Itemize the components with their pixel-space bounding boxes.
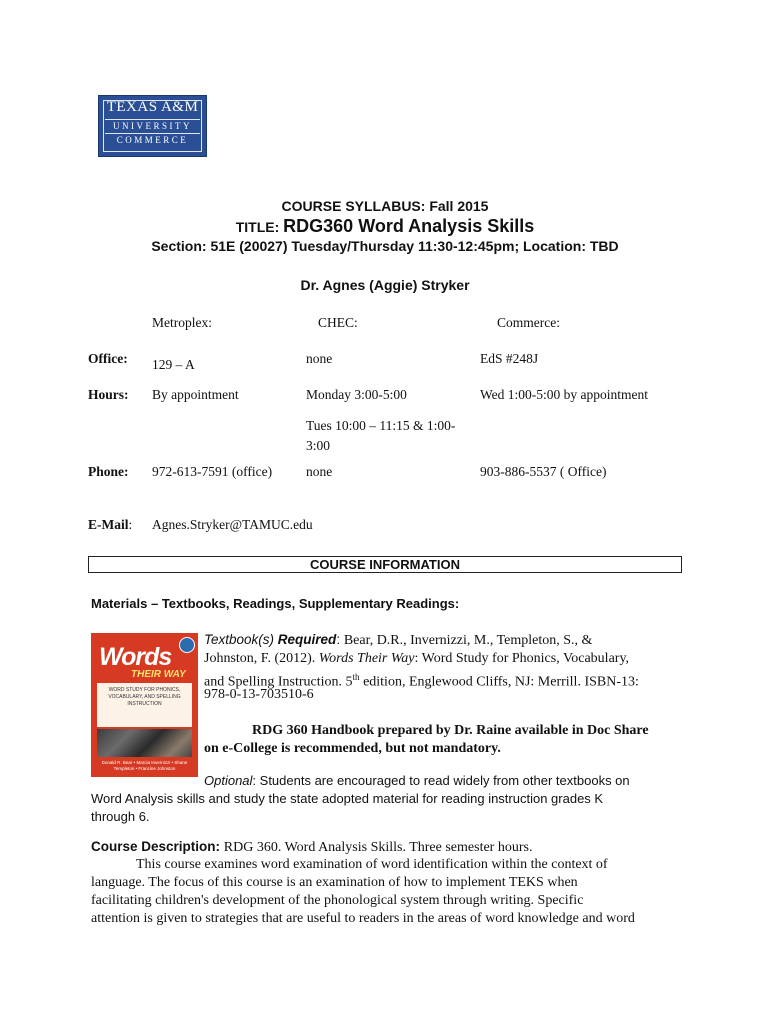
handbook-line-1: RDG 360 Handbook prepared by Dr. Raine available in Doc Share	[252, 723, 649, 738]
email-colon: :	[128, 517, 133, 532]
course-description-label: Course Description:	[91, 839, 224, 854]
course-description-text-1: RDG 360. Word Analysis Skills. Three semester hours.	[223, 840, 533, 855]
university-logo	[98, 95, 207, 157]
optional-line-2: Word Analysis skills and study the state adopted material for reading instruction grades K	[91, 791, 604, 806]
cover-authors: Donald R. Bear • Marcia Invernizzi • Shane Templeton • Francine Johnston	[101, 760, 188, 771]
textbook-citation-1: Bear, D.R., Invernizzi, M., Templeton, S., &	[343, 633, 593, 648]
phone-label: Phone:	[88, 464, 129, 479]
hours-metroplex: By appointment	[152, 387, 239, 402]
column-header-commerce: Commerce:	[497, 315, 560, 330]
optional-line-3: through 6.	[91, 809, 150, 824]
course-description-line-1	[91, 838, 532, 858]
office-commerce: EdS #248J	[480, 351, 539, 366]
logo-line-2: UNIVERSITY	[113, 121, 192, 131]
cover-subtitle: WORD STUDY FOR PHONICS, VOCABULARY, AND SPELLING INSTRUCTION	[97, 683, 192, 727]
logo-rule	[105, 119, 200, 120]
textbook-edition-sup: th	[352, 672, 360, 682]
phone-chec: none	[306, 464, 333, 479]
cover-title-their-way: THEIR WAY	[131, 669, 186, 680]
hours-chec-extra: Tues 10:00 – 11:15 & 1:00-	[306, 418, 456, 433]
section-info: Section: 51E (20027) Tuesday/Thursday 11:30-12:45pm; Location: TBD	[151, 238, 619, 254]
office-chec: none	[306, 351, 333, 366]
instructor-name: Dr. Agnes (Aggie) Stryker	[300, 277, 470, 293]
textbook-line-2	[204, 650, 629, 669]
optional-line-1	[204, 772, 630, 791]
email-label-text: E-Mail	[88, 517, 129, 532]
logo-line-1: TEXAS A&M	[106, 99, 199, 115]
title-text: RDG360 Word Analysis Skills	[283, 216, 535, 236]
logo-line-3: COMMERCE	[116, 135, 189, 145]
hours-chec: Monday 3:00-5:00	[306, 387, 407, 402]
course-syllabus-heading: COURSE SYLLABUS: Fall 2015	[281, 198, 489, 214]
textbook-required: Required	[277, 632, 337, 647]
textbook-colon: :	[336, 632, 344, 647]
optional-label: Optional	[204, 773, 253, 788]
column-header-chec: CHEC:	[318, 315, 358, 330]
course-description-line-3: language. The focus of this course is an examination of how to implement TEKS when	[91, 875, 578, 890]
hours-commerce: Wed 1:00-5:00 by appointment	[480, 387, 649, 402]
textbook-line-1	[204, 631, 592, 651]
textbook-citation-2a: Johnston, F. (2012).	[204, 651, 319, 666]
cover-title-words: Words	[99, 643, 172, 671]
phone-commerce: 903-886-5537 ( Office)	[480, 464, 607, 479]
hours-label: Hours:	[88, 387, 129, 402]
phone-metroplex: 972-613-7591 (office)	[152, 464, 273, 479]
textbook-cover-image	[91, 633, 198, 777]
email-label	[88, 517, 132, 533]
course-description-line-4: facilitating children's development of the phonological system through writing. Specific	[91, 893, 584, 908]
logo-rule	[105, 133, 200, 134]
course-information-banner: COURSE INFORMATION	[88, 556, 682, 573]
office-label: Office:	[88, 351, 128, 366]
email-address[interactable]: Agnes.Stryker@TAMUC.edu	[152, 517, 313, 532]
textbook-isbn: 978-0-13-703510-6	[204, 687, 314, 702]
handbook-line-2: on e-College is recommended, but not mandatory.	[204, 741, 501, 756]
textbook-citation-3a: and Spelling Instruction. 5	[204, 674, 353, 690]
office-metroplex: 129 – A	[152, 357, 195, 372]
textbook-citation-2b: : Word Study for Phonics, Vocabulary,	[414, 651, 630, 666]
textbook-label: Textbook(s)	[204, 632, 278, 647]
materials-heading: Materials – Textbooks, Readings, Supplementary Readings:	[91, 596, 460, 611]
hours-chec-extra-2: 3:00	[306, 438, 331, 453]
textbook-title: Words Their Way	[318, 651, 415, 666]
course-description-line-5: attention is given to strategies that are useful to readers in the areas of word knowledge and word	[91, 911, 635, 926]
edition-badge-icon	[179, 637, 195, 653]
cover-photo	[97, 729, 192, 757]
textbook-citation-3b: edition, Englewood Cliffs, NJ: Merrill. ISBN-13:	[359, 674, 639, 690]
optional-text-1: : Students are encouraged to read widely from other textbooks on	[252, 773, 630, 788]
column-header-metroplex: Metroplex:	[152, 315, 212, 330]
course-title	[0, 216, 770, 237]
title-label: TITLE:	[235, 219, 284, 235]
course-description-line-2: This course examines word examination of word identification within the context of	[136, 857, 608, 872]
